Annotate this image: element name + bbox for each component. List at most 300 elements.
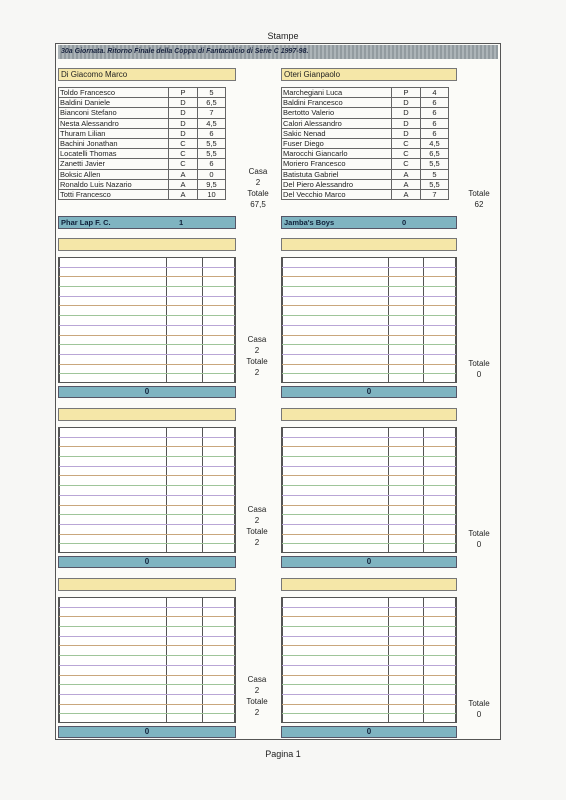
empty-row xyxy=(60,486,235,496)
empty-cell xyxy=(424,335,456,345)
empty-cell xyxy=(424,296,456,306)
empty-cell xyxy=(389,714,424,723)
empty-cell xyxy=(167,374,203,383)
empty-cell xyxy=(167,515,203,525)
player-role: D xyxy=(169,108,198,118)
empty-cell xyxy=(167,325,203,335)
empty-cell xyxy=(283,505,389,515)
empty-row xyxy=(60,704,235,714)
empty-cell xyxy=(60,704,167,714)
empty-cell xyxy=(60,306,167,316)
empty-row xyxy=(60,694,235,704)
right-totale-label: Totale xyxy=(468,189,490,198)
empty-cell xyxy=(203,607,235,617)
empty-cell xyxy=(203,617,235,627)
empty-cell xyxy=(60,534,167,544)
player-role: A xyxy=(392,179,421,189)
empty-cell xyxy=(389,447,424,457)
empty-cell xyxy=(60,437,167,447)
empty-row xyxy=(60,714,235,723)
empty-cell xyxy=(60,714,167,723)
player-name: Boksic Allen xyxy=(59,169,169,179)
empty-cell xyxy=(60,694,167,704)
empty-cell xyxy=(60,617,167,627)
empty-cell xyxy=(203,354,235,364)
empty-row xyxy=(283,325,456,335)
empty-cell xyxy=(203,694,235,704)
empty-cell xyxy=(389,617,424,627)
empty-cell xyxy=(167,598,203,607)
empty-row xyxy=(60,617,235,627)
left-team-bar xyxy=(58,216,236,229)
empty-row xyxy=(60,267,235,277)
empty-cell xyxy=(389,258,424,267)
empty-cell xyxy=(424,656,456,666)
empty-cell xyxy=(283,466,389,476)
empty-row xyxy=(283,665,456,675)
empty-cell xyxy=(203,704,235,714)
totale-label: Totale xyxy=(246,527,268,536)
empty-cell xyxy=(60,447,167,457)
match1-home-block xyxy=(240,166,276,210)
empty-cell xyxy=(424,316,456,326)
player-role: D xyxy=(169,98,198,108)
empty-cell xyxy=(283,374,389,383)
empty-cell xyxy=(60,287,167,297)
empty-cell xyxy=(389,685,424,695)
empty-cell xyxy=(203,345,235,355)
right-totale-label: Totale xyxy=(468,359,490,368)
casa-label: Casa xyxy=(248,167,268,176)
empty-cell xyxy=(283,437,389,447)
empty-row xyxy=(60,277,235,287)
empty-cell xyxy=(167,544,203,553)
empty-cell xyxy=(167,364,203,374)
empty-row xyxy=(60,534,235,544)
left-team-score: 1 xyxy=(179,218,184,227)
empty-row xyxy=(60,335,235,345)
empty-cell xyxy=(389,374,424,383)
totale-value: 67,5 xyxy=(250,200,266,209)
empty-cell xyxy=(424,524,456,534)
empty-cell xyxy=(60,685,167,695)
casa-value: 2 xyxy=(254,346,260,355)
right-totale-label: Totale xyxy=(468,529,490,538)
empty-row xyxy=(60,636,235,646)
empty-row xyxy=(283,258,456,267)
player-role: P xyxy=(169,88,198,98)
empty-cell xyxy=(203,364,235,374)
empty-cell xyxy=(167,607,203,617)
empty-cell xyxy=(283,267,389,277)
player-name: Marchegiani Luca xyxy=(282,88,392,98)
roster-row xyxy=(59,138,226,148)
empty-cell xyxy=(60,466,167,476)
empty-cell xyxy=(389,598,424,607)
empty-cell xyxy=(203,296,235,306)
empty-row xyxy=(60,675,235,685)
empty-cell xyxy=(203,646,235,656)
empty-cell xyxy=(389,534,424,544)
empty-cell xyxy=(283,457,389,467)
left-owner-name xyxy=(58,408,236,421)
player-name: Zanetti Javier xyxy=(59,159,169,169)
empty-row xyxy=(283,714,456,723)
empty-row xyxy=(283,437,456,447)
empty-cell xyxy=(283,306,389,316)
player-vote: 5,5 xyxy=(198,149,226,159)
casa-label: Casa xyxy=(247,675,267,684)
empty-cell xyxy=(424,704,456,714)
left-team-score: 0 xyxy=(58,556,236,568)
left-owner-name xyxy=(58,238,236,251)
empty-cell xyxy=(389,607,424,617)
away-total xyxy=(461,528,497,550)
empty-cell xyxy=(389,306,424,316)
empty-row xyxy=(283,428,456,437)
roster-row xyxy=(59,159,226,169)
empty-cell xyxy=(203,428,235,437)
totale-value: 2 xyxy=(254,708,260,717)
empty-cell xyxy=(167,457,203,467)
roster-row xyxy=(59,108,226,118)
empty-cell xyxy=(283,656,389,666)
empty-cell xyxy=(60,486,167,496)
empty-cell xyxy=(283,694,389,704)
empty-cell xyxy=(424,374,456,383)
empty-cell xyxy=(283,495,389,505)
empty-cell xyxy=(424,694,456,704)
empty-cell xyxy=(203,627,235,637)
empty-row xyxy=(283,627,456,637)
empty-cell xyxy=(203,476,235,486)
empty-cell xyxy=(60,267,167,277)
right-totale-value: 0 xyxy=(476,540,482,549)
empty-cell xyxy=(424,457,456,467)
match1-away-total xyxy=(461,188,497,210)
right-team-score: 0 xyxy=(281,556,457,568)
player-vote: 6 xyxy=(421,118,449,128)
empty-cell xyxy=(167,428,203,437)
player-role: D xyxy=(392,118,421,128)
empty-cell xyxy=(60,524,167,534)
totale-value: 2 xyxy=(254,538,260,547)
empty-row xyxy=(283,524,456,534)
player-name: Toldo Francesco xyxy=(59,88,169,98)
casa-label: Casa xyxy=(247,335,267,344)
empty-cell xyxy=(203,287,235,297)
empty-cell xyxy=(389,354,424,364)
player-name: Del Vecchio Marco xyxy=(282,189,392,199)
roster-row xyxy=(282,169,449,179)
player-role: C xyxy=(392,149,421,159)
right-team-score: 0 xyxy=(281,726,457,738)
empty-cell xyxy=(283,335,389,345)
empty-cell xyxy=(60,457,167,467)
empty-cell xyxy=(60,325,167,335)
player-vote: 9,5 xyxy=(198,179,226,189)
empty-cell xyxy=(424,675,456,685)
empty-cell xyxy=(389,515,424,525)
empty-cell xyxy=(60,374,167,383)
page-number: Pagina 1 xyxy=(265,749,301,759)
player-vote: 4,5 xyxy=(421,138,449,148)
empty-row xyxy=(60,515,235,525)
player-vote: 7 xyxy=(198,108,226,118)
empty-row xyxy=(283,345,456,355)
empty-cell xyxy=(283,486,389,496)
empty-row xyxy=(283,306,456,316)
empty-cell xyxy=(283,476,389,486)
player-name: Ronaldo Luis Nazario xyxy=(59,179,169,189)
empty-cell xyxy=(424,428,456,437)
player-role: A xyxy=(169,189,198,199)
empty-cell xyxy=(203,486,235,496)
player-role: C xyxy=(169,149,198,159)
empty-cell xyxy=(203,524,235,534)
roster-row xyxy=(282,108,449,118)
empty-cell xyxy=(283,627,389,637)
empty-cell xyxy=(424,258,456,267)
empty-row xyxy=(283,287,456,297)
empty-cell xyxy=(60,258,167,267)
player-role: D xyxy=(392,98,421,108)
player-vote: 4,5 xyxy=(198,118,226,128)
empty-cell xyxy=(283,515,389,525)
empty-cell xyxy=(203,258,235,267)
player-role: C xyxy=(169,138,198,148)
empty-cell xyxy=(283,636,389,646)
empty-cell xyxy=(283,598,389,607)
empty-cell xyxy=(389,704,424,714)
player-name: Sakic Nenad xyxy=(282,128,392,138)
empty-cell xyxy=(389,675,424,685)
player-name: Bianconi Stefano xyxy=(59,108,169,118)
empty-cell xyxy=(203,675,235,685)
empty-roster-table xyxy=(58,597,236,723)
empty-cell xyxy=(424,287,456,297)
empty-cell xyxy=(167,267,203,277)
empty-row xyxy=(60,258,235,267)
empty-cell xyxy=(203,544,235,553)
right-team-name: Jamba's Boys xyxy=(284,218,335,227)
empty-row xyxy=(283,457,456,467)
home-block xyxy=(238,674,276,718)
empty-cell xyxy=(389,364,424,374)
left-team-score: 0 xyxy=(58,386,236,398)
roster-row xyxy=(59,118,226,128)
empty-row xyxy=(60,316,235,326)
empty-row xyxy=(60,428,235,437)
empty-cell xyxy=(203,515,235,525)
empty-cell xyxy=(389,325,424,335)
roster-row xyxy=(282,189,449,199)
empty-row xyxy=(60,685,235,695)
empty-cell xyxy=(283,364,389,374)
totale-label: Totale xyxy=(246,357,268,366)
player-vote: 6,5 xyxy=(421,149,449,159)
round-banner: 30a Giornata. Ritorno Finale della Coppa di Fantacalcio di Serie C 1997-98. xyxy=(58,45,498,59)
right-totale-label: Totale xyxy=(468,699,490,708)
empty-row xyxy=(60,457,235,467)
casa-value: 2 xyxy=(255,178,261,187)
empty-cell xyxy=(203,325,235,335)
roster-row xyxy=(59,88,226,98)
totale-label: Totale xyxy=(247,189,269,198)
empty-cell xyxy=(283,258,389,267)
empty-cell xyxy=(424,354,456,364)
empty-cell xyxy=(389,476,424,486)
empty-cell xyxy=(389,627,424,637)
empty-cell xyxy=(389,296,424,306)
player-name: Fuser Diego xyxy=(282,138,392,148)
empty-cell xyxy=(283,665,389,675)
empty-cell xyxy=(389,316,424,326)
empty-row xyxy=(283,364,456,374)
empty-cell xyxy=(424,505,456,515)
player-vote: 4 xyxy=(421,88,449,98)
player-vote: 5,5 xyxy=(421,159,449,169)
empty-cell xyxy=(283,544,389,553)
empty-cell xyxy=(60,627,167,637)
empty-cell xyxy=(167,354,203,364)
roster-row xyxy=(59,128,226,138)
empty-cell xyxy=(60,675,167,685)
roster-row xyxy=(282,118,449,128)
roster-row xyxy=(282,179,449,189)
empty-row xyxy=(60,495,235,505)
roster-row xyxy=(282,149,449,159)
empty-cell xyxy=(60,607,167,617)
empty-row xyxy=(283,704,456,714)
empty-row xyxy=(283,598,456,607)
empty-cell xyxy=(424,685,456,695)
player-name: Bachini Jonathan xyxy=(59,138,169,148)
player-vote: 0 xyxy=(198,169,226,179)
empty-cell xyxy=(167,466,203,476)
empty-cell xyxy=(283,607,389,617)
empty-cell xyxy=(283,287,389,297)
empty-cell xyxy=(203,316,235,326)
empty-cell xyxy=(389,694,424,704)
right-owner-name xyxy=(281,238,457,251)
player-role: D xyxy=(392,108,421,118)
empty-cell xyxy=(283,704,389,714)
empty-cell xyxy=(167,617,203,627)
player-role: C xyxy=(392,138,421,148)
roster-row xyxy=(59,149,226,159)
empty-cell xyxy=(424,617,456,627)
player-name: Locatelli Thomas xyxy=(59,149,169,159)
empty-cell xyxy=(167,694,203,704)
empty-row xyxy=(283,316,456,326)
empty-cell xyxy=(203,374,235,383)
empty-row xyxy=(283,466,456,476)
empty-roster-table xyxy=(58,257,236,383)
empty-row xyxy=(283,476,456,486)
empty-cell xyxy=(424,447,456,457)
right-roster-table xyxy=(281,87,449,200)
left-team-name: Phar Lap F. C. xyxy=(61,218,111,227)
empty-cell xyxy=(167,258,203,267)
empty-cell xyxy=(389,428,424,437)
player-vote: 6,5 xyxy=(198,98,226,108)
empty-cell xyxy=(283,428,389,437)
empty-cell xyxy=(167,656,203,666)
player-role: D xyxy=(169,128,198,138)
empty-cell xyxy=(283,685,389,695)
empty-row xyxy=(283,685,456,695)
empty-cell xyxy=(424,515,456,525)
empty-row xyxy=(283,636,456,646)
player-vote: 6 xyxy=(421,98,449,108)
empty-cell xyxy=(60,354,167,364)
empty-cell xyxy=(424,325,456,335)
player-role: A xyxy=(392,169,421,179)
empty-cell xyxy=(283,524,389,534)
empty-cell xyxy=(424,636,456,646)
empty-cell xyxy=(283,277,389,287)
empty-cell xyxy=(389,656,424,666)
player-vote: 5 xyxy=(421,169,449,179)
player-role: A xyxy=(169,169,198,179)
empty-cell xyxy=(203,335,235,345)
empty-cell xyxy=(424,714,456,723)
empty-row xyxy=(283,335,456,345)
roster-row xyxy=(282,128,449,138)
player-name: Moriero Francesco xyxy=(282,159,392,169)
player-vote: 6 xyxy=(198,128,226,138)
empty-cell xyxy=(203,714,235,723)
roster-row xyxy=(59,179,226,189)
empty-cell xyxy=(203,665,235,675)
left-roster-table xyxy=(58,87,226,200)
empty-row xyxy=(283,374,456,383)
empty-row xyxy=(283,495,456,505)
empty-cell xyxy=(167,476,203,486)
empty-cell xyxy=(389,646,424,656)
empty-cell xyxy=(167,345,203,355)
empty-cell xyxy=(167,287,203,297)
empty-cell xyxy=(203,598,235,607)
empty-cell xyxy=(60,515,167,525)
empty-cell xyxy=(203,495,235,505)
empty-cell xyxy=(424,544,456,553)
player-name: Calori Alessandro xyxy=(282,118,392,128)
empty-row xyxy=(60,296,235,306)
empty-cell xyxy=(60,636,167,646)
empty-row xyxy=(60,354,235,364)
player-name: Marocchi Giancarlo xyxy=(282,149,392,159)
left-team-score: 0 xyxy=(58,726,236,738)
empty-cell xyxy=(203,306,235,316)
casa-value: 2 xyxy=(254,516,260,525)
player-role: P xyxy=(392,88,421,98)
empty-cell xyxy=(424,665,456,675)
empty-cell xyxy=(424,607,456,617)
empty-cell xyxy=(60,428,167,437)
player-role: C xyxy=(169,159,198,169)
empty-cell xyxy=(283,675,389,685)
empty-row xyxy=(283,277,456,287)
empty-row xyxy=(60,306,235,316)
empty-cell xyxy=(60,646,167,656)
empty-cell xyxy=(389,335,424,345)
empty-cell xyxy=(60,296,167,306)
empty-row xyxy=(283,486,456,496)
empty-cell xyxy=(424,486,456,496)
empty-cell xyxy=(283,646,389,656)
